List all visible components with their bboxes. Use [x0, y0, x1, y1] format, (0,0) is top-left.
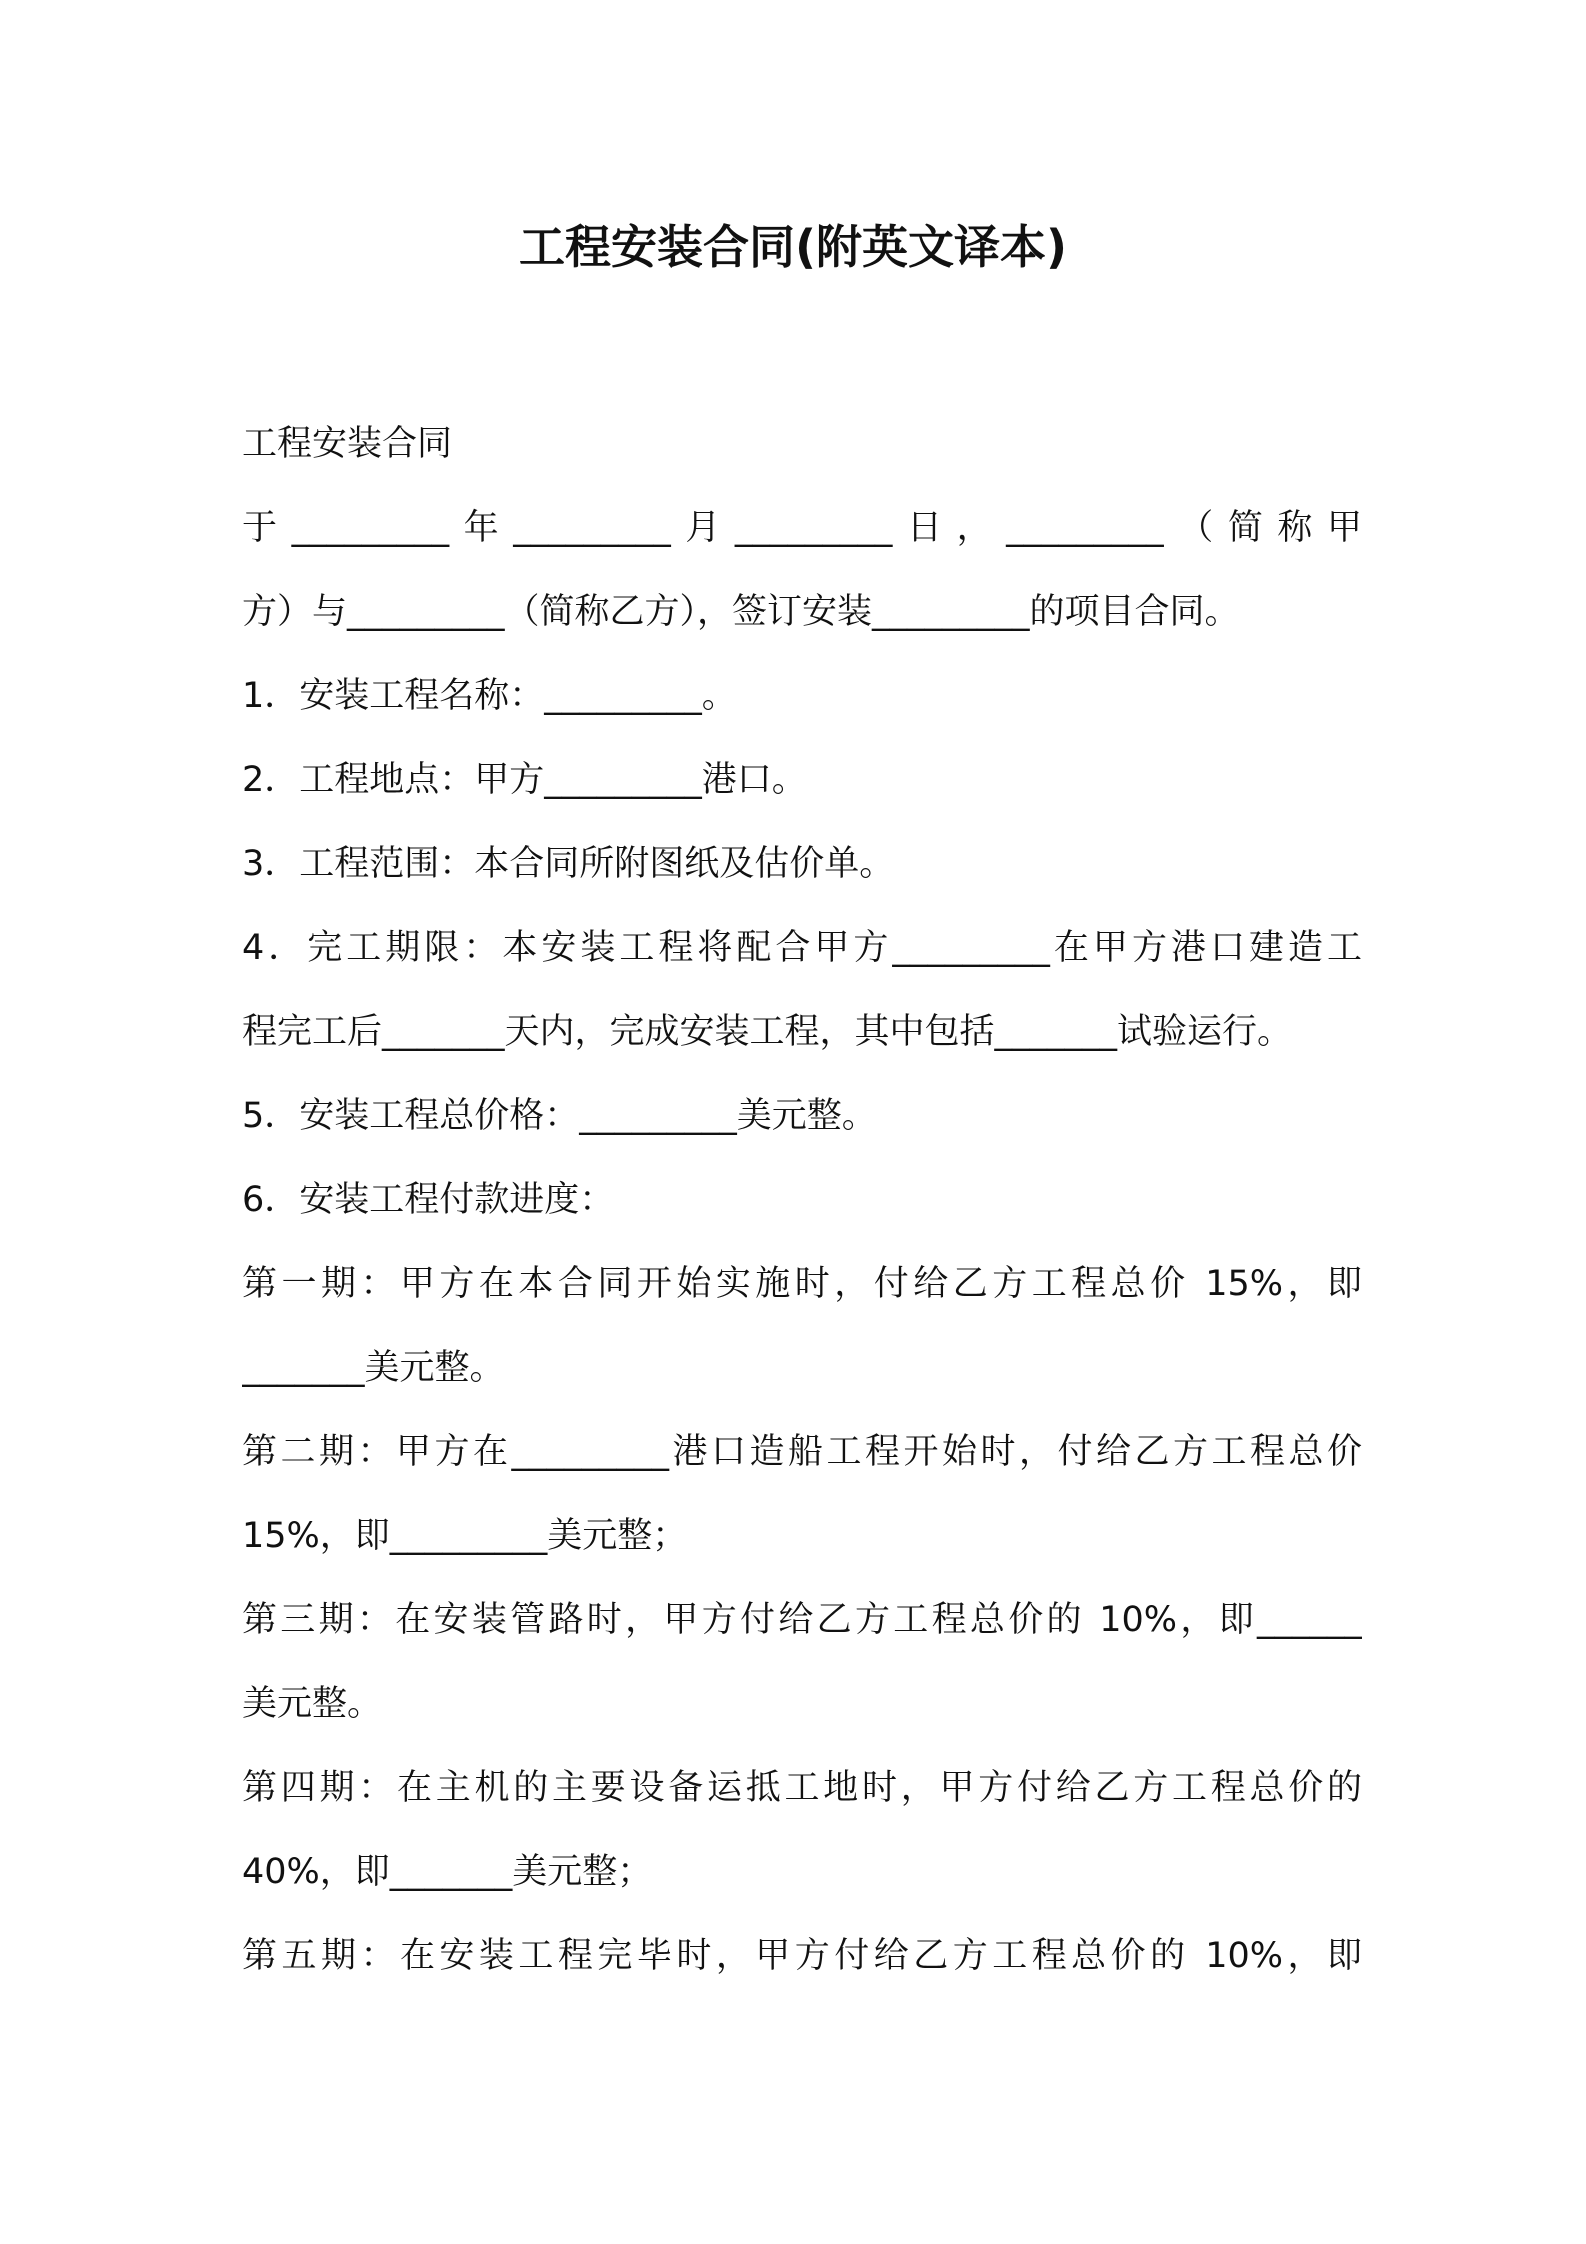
payment-line: 15%，即_________美元整； — [242, 1516, 688, 1556]
document-title: 工程安装合同(附英文译本) — [518, 220, 1068, 274]
section-heading: 工程安装合同 — [242, 424, 453, 464]
payment-line: 第二期：甲方在_________港口造船工程开始时，付给乙方工程总价 — [242, 1432, 1362, 1472]
clause-line: 程完工后_______天内，完成安装工程，其中包括_______试验运行。 — [242, 1012, 1293, 1052]
payment-line: 第四期：在主机的主要设备运抵工地时，甲方付给乙方工程总价的 — [242, 1768, 1362, 1808]
paragraph-line: 方）与_________（简称乙方），签订安装_________的项目合同。 — [242, 592, 1240, 632]
clause-line: 6．安装工程付款进度： — [242, 1180, 615, 1220]
paragraph-line: 于_________年_________月_________日，_________（简称甲 — [242, 508, 1362, 548]
clause-line: 3．工程范围：本合同所附图纸及估价单。 — [242, 844, 895, 884]
payment-line: 第一期：甲方在本合同开始实施时，付给乙方工程总价 15%，即 — [242, 1264, 1362, 1304]
payment-line: 40%，即_______美元整； — [242, 1852, 653, 1892]
clause-line: 1．安装工程名称：_________。 — [242, 676, 737, 716]
payment-line: 美元整。 — [242, 1684, 383, 1724]
clause-line: 5．安装工程总价格：_________美元整。 — [242, 1096, 877, 1136]
document-body — [242, 402, 1362, 1998]
payment-line: _______美元整。 — [242, 1348, 505, 1388]
payment-line: 第三期：在安装管路时，甲方付给乙方工程总价的 10%，即______ — [242, 1600, 1362, 1640]
payment-line: 第五期：在安装工程完毕时，甲方付给乙方工程总价的 10%，即 — [242, 1936, 1362, 1976]
clause-line: 4．完工期限：本安装工程将配合甲方_________在甲方港口建造工 — [242, 928, 1362, 968]
clause-line: 2．工程地点：甲方_________港口。 — [242, 760, 807, 800]
